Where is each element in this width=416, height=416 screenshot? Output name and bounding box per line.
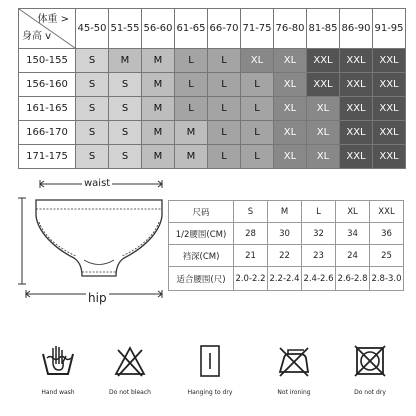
size-cell: M	[175, 121, 208, 145]
size-cell: S	[76, 121, 109, 145]
care-item-do-not-bleach	[98, 344, 162, 396]
measurement-table	[168, 200, 404, 291]
weight-range-header: 71-75	[241, 9, 274, 49]
size-cell: S	[76, 49, 109, 73]
do-not-iron-icon	[276, 344, 312, 378]
measurement-value: 2.0-2.2	[234, 267, 268, 291]
size-cell: XXL	[373, 49, 406, 73]
measurement-row-label: 裆深(CM)	[169, 245, 234, 267]
size-chart-row	[19, 49, 406, 73]
measurement-value: 36	[370, 223, 404, 245]
size-cell: L	[241, 73, 274, 97]
size-cell: XL	[274, 97, 307, 121]
size-chart-header-row	[19, 9, 406, 49]
care-label: Do not dry	[354, 389, 386, 396]
size-chart-table	[18, 8, 406, 169]
size-cell: XL	[274, 145, 307, 169]
care-item-hang-to-dry	[178, 344, 242, 396]
weight-range-header: 56-60	[142, 9, 175, 49]
height-range-cell: 171-175	[19, 145, 76, 169]
care-label: Do not bleach	[109, 389, 151, 396]
care-item-do-not-iron	[262, 344, 326, 396]
size-cell: M	[142, 73, 175, 97]
measurement-value: 2.8-3.0	[370, 267, 404, 291]
size-cell: XL	[274, 49, 307, 73]
size-cell: L	[208, 97, 241, 121]
weight-range-header: 86-90	[340, 9, 373, 49]
measurement-value: 22	[268, 245, 302, 267]
size-chart-row	[19, 145, 406, 169]
size-cell: S	[109, 145, 142, 169]
height-axis-label: 身高 v	[22, 31, 52, 42]
measurement-value: 2.4-2.6	[302, 267, 336, 291]
size-cell: L	[241, 121, 274, 145]
weight-range-header: 51-55	[109, 9, 142, 49]
care-label: Hand wash	[41, 389, 75, 396]
weight-range-header: 91-95	[373, 9, 406, 49]
size-chart-row	[19, 97, 406, 121]
do-not-bleach-icon	[113, 344, 147, 378]
size-cell: XXL	[373, 97, 406, 121]
size-cell: M	[175, 145, 208, 169]
size-cell: L	[208, 121, 241, 145]
size-cell: M	[142, 97, 175, 121]
care-item-hand-wash	[26, 344, 90, 396]
size-cell: XL	[307, 121, 340, 145]
care-item-do-not-tumble-dry	[338, 344, 402, 396]
hand-wash-icon	[41, 344, 75, 378]
size-cell: M	[142, 121, 175, 145]
size-cell: L	[175, 97, 208, 121]
height-range-cell: 161-165	[19, 97, 76, 121]
size-cell: M	[109, 49, 142, 73]
measurement-row	[169, 245, 404, 267]
weight-range-header: 45-50	[76, 9, 109, 49]
weight-axis-label: 体重 >	[37, 14, 69, 25]
size-cell: XL	[274, 121, 307, 145]
hip-label: hip	[88, 291, 107, 305]
measurement-value: 24	[336, 245, 370, 267]
size-cell: XXL	[340, 145, 373, 169]
size-cell: S	[109, 97, 142, 121]
size-column-header: S	[234, 201, 268, 223]
measurement-header-row	[169, 201, 404, 223]
measurement-value: 32	[302, 223, 336, 245]
measurement-value: 21	[234, 245, 268, 267]
weight-range-header: 61-65	[175, 9, 208, 49]
weight-range-header: 66-70	[208, 9, 241, 49]
size-cell: L	[175, 73, 208, 97]
size-cell: XXL	[307, 49, 340, 73]
size-cell: XL	[307, 145, 340, 169]
size-cell: XXL	[373, 73, 406, 97]
measurement-row	[169, 267, 404, 291]
height-range-cell: 150-155	[19, 49, 76, 73]
size-cell: XXL	[340, 121, 373, 145]
measurement-value: 25	[370, 245, 404, 267]
size-cell: S	[76, 145, 109, 169]
size-cell: S	[76, 73, 109, 97]
size-cell: XXL	[307, 73, 340, 97]
measurement-value: 2.6-2.8	[336, 267, 370, 291]
size-cell: XXL	[340, 97, 373, 121]
size-cell: XL	[241, 49, 274, 73]
care-label: Not ironing	[277, 389, 311, 396]
size-column-header: XXL	[370, 201, 404, 223]
size-cell: XL	[274, 73, 307, 97]
measurement-value: 28	[234, 223, 268, 245]
measurement-value: 2.2-2.4	[268, 267, 302, 291]
waist-label: waist	[84, 178, 111, 189]
measurement-row	[169, 223, 404, 245]
size-cell: XXL	[373, 121, 406, 145]
size-cell: S	[109, 121, 142, 145]
rise-measure-arrow	[18, 198, 26, 284]
size-cell: L	[208, 73, 241, 97]
measurement-row-label: 1/2腰围(CM)	[169, 223, 234, 245]
size-header-label: 尺码	[169, 201, 234, 223]
size-cell: L	[208, 145, 241, 169]
height-range-cell: 166-170	[19, 121, 76, 145]
size-cell: M	[142, 49, 175, 73]
size-cell: L	[241, 97, 274, 121]
measurement-value: 34	[336, 223, 370, 245]
size-chart-row	[19, 73, 406, 97]
size-cell: S	[109, 73, 142, 97]
height-range-cell: 156-160	[19, 73, 76, 97]
size-cell: XXL	[373, 145, 406, 169]
size-cell: XL	[307, 97, 340, 121]
size-cell: L	[208, 49, 241, 73]
care-label: Hanging to dry	[187, 389, 233, 396]
size-cell: XXL	[340, 49, 373, 73]
size-cell: L	[241, 145, 274, 169]
weight-range-header: 81-85	[307, 9, 340, 49]
size-chart-body	[19, 49, 406, 169]
size-cell: L	[175, 49, 208, 73]
size-chart-row	[19, 121, 406, 145]
size-cell: S	[76, 97, 109, 121]
measurement-value: 30	[268, 223, 302, 245]
weight-range-header: 76-80	[274, 9, 307, 49]
size-column-header: XL	[336, 201, 370, 223]
do-not-tumble-dry-icon	[353, 344, 387, 378]
size-cell: M	[142, 145, 175, 169]
hang-to-dry-icon	[193, 344, 227, 378]
size-chart-corner	[19, 9, 76, 49]
size-column-header: M	[268, 201, 302, 223]
size-column-header: L	[302, 201, 336, 223]
panty-diagram	[14, 176, 174, 306]
size-cell: XXL	[340, 73, 373, 97]
measurement-row-label: 适合腰围(尺)	[169, 267, 234, 291]
measurement-value: 23	[302, 245, 336, 267]
